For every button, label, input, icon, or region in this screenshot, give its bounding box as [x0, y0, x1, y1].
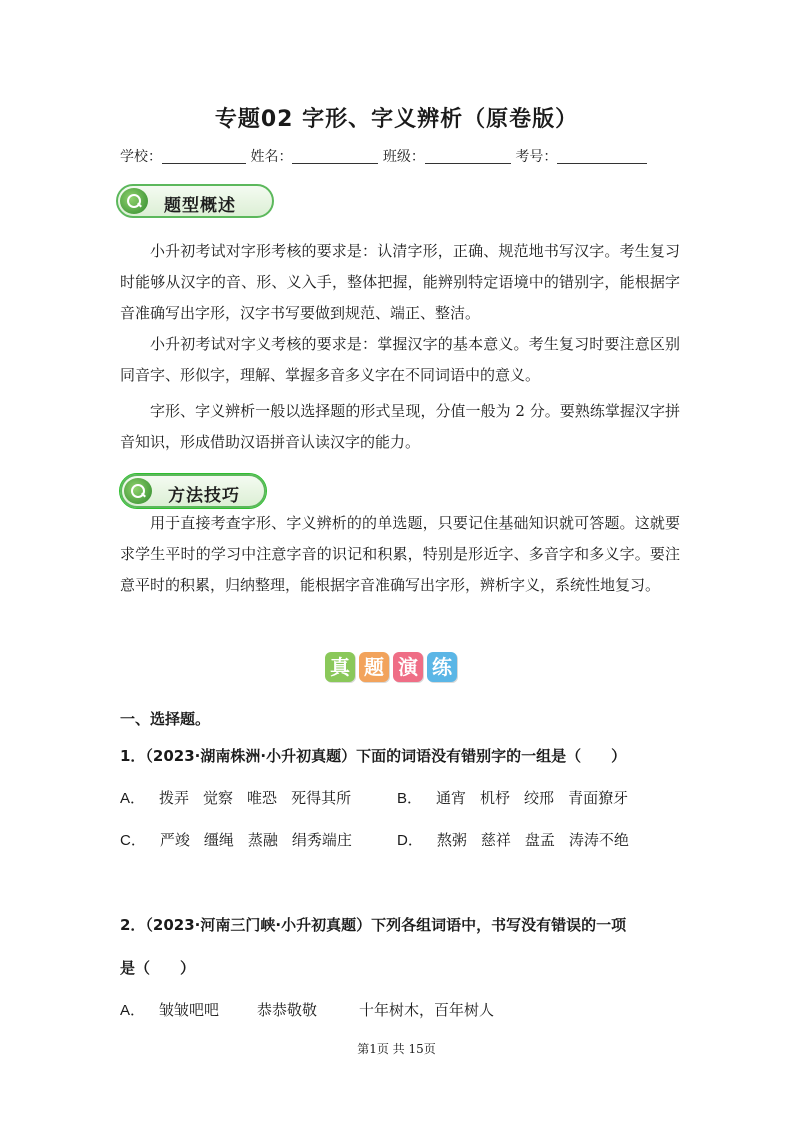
section-heading: 一、选择题。 — [120, 710, 211, 728]
question-2-line-2: 是（ ） — [120, 959, 196, 977]
option-c: C． 严竣 缰绳 蒸融 绢秀端庄 — [120, 831, 352, 849]
question-2-line-1: 2．（2023·河南三门峡·小升初真题）下列各组词语中，书写没有错误的一项 — [120, 916, 627, 934]
exam-no-label: 考号： — [515, 149, 558, 165]
overview-paragraph: 字形、字义辨析一般以选择题的形式呈现，分值一般为 2 分。要熟练掌握汉字拼音知识，形成借助汉语拼音认读汉字的能力。 — [120, 402, 680, 451]
page-footer: 第1页 共 15页 — [357, 1042, 436, 1056]
student-info-line — [120, 146, 647, 166]
badge-char: 练 — [427, 652, 457, 682]
q1-options-row-2 — [120, 829, 629, 850]
method-paragraph: 用于直接考查字形、字义辨析的的单选题，只要记住基础知识就可答题。这就要求学生平时的学习中注意字音的识记和积累，特别是形近字、多音字和多义字。要注意平时的积累，归纳整理，能根据字音准确写出字形，辨析字义，系统性地复习。 — [120, 514, 680, 594]
practice-badges — [325, 652, 461, 686]
overview-text — [120, 236, 680, 458]
question-1: 1．（2023·湖南株洲·小升初真题）下面的词语没有错别字的一组是（ ） — [120, 747, 627, 765]
exam-no-blank — [557, 149, 647, 164]
banner-question-type-overview — [116, 184, 274, 218]
banner-label: 方法技巧 — [168, 486, 240, 506]
option-a: A． 拨弄 觉察 唯恐 死得其所 — [120, 789, 352, 807]
page-title: 专题02 字形、字义辨析（原卷版） — [214, 107, 579, 132]
speech-bubble-icon — [120, 188, 148, 214]
overview-paragraph: 小升初考试对字义考核的要求是：掌握汉字的基本意义。考生复习时要注意区别同音字、形似字，理解、掌握多音多义字在不同词语中的意义。 — [120, 335, 680, 384]
school-label: 学校： — [120, 149, 162, 165]
overview-paragraph: 小升初考试对字形考核的要求是：认清字形，正确、规范地书写汉字。考生复习时能够从汉字的音、形、义入手，整体把握，能辨别特定语境中的错别字，能根据字音准确写出字形，汉字书写要做到规范、端正、整洁。 — [120, 242, 680, 322]
class-blank — [425, 149, 511, 164]
q1-options-row-1 — [120, 787, 628, 808]
speech-bubble-icon — [124, 478, 152, 504]
badge-char: 题 — [359, 652, 389, 682]
name-label: 姓名： — [250, 149, 293, 165]
badge-char: 真 — [325, 652, 355, 682]
banner-label: 题型概述 — [164, 196, 236, 216]
banner-method-tips — [120, 474, 266, 508]
method-text — [120, 508, 680, 601]
q2-options-row-1 — [120, 999, 494, 1020]
option-d: D． 熬粥 慈祥 盘孟 涛涛不绝 — [397, 831, 629, 849]
school-blank — [162, 149, 246, 164]
class-label: 班级： — [382, 149, 425, 165]
option-b: B． 通宵 机杼 绞邢 青面獠牙 — [397, 789, 629, 807]
badge-char: 演 — [393, 652, 423, 682]
option-a: A． 皱皱吧吧 恭恭敬敬 十年树木，百年树人 — [120, 1001, 495, 1019]
name-blank — [292, 149, 378, 164]
